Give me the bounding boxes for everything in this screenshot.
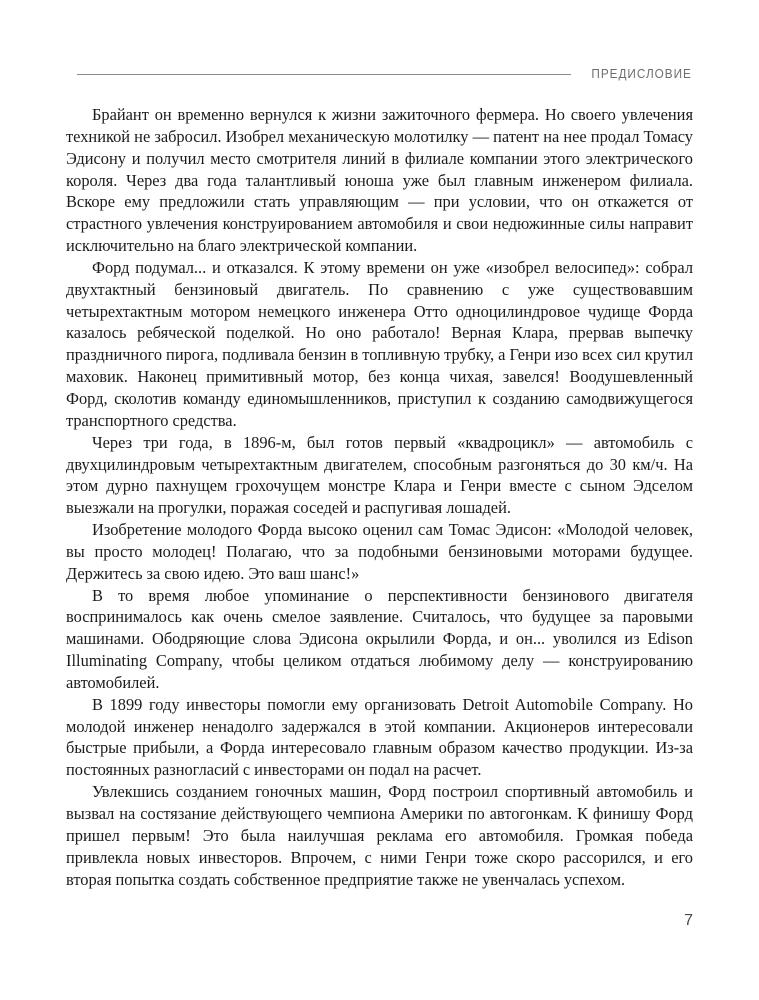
paragraph: В 1899 году инвесторы помогли ему организовать Detroit Automobile Company. Но молодой инженер ненадолго задержался в этой компании. Акционеров интересовали быстрые прибыли, а Форда интересовало главным образом качество продукции. Из-за постоянных разногласий с инвесторами он подал на расчет. (66, 694, 693, 780)
chapter-title: ПРЕДИСЛОВИЕ (591, 66, 692, 81)
paragraph: Увлекшись созданием гоночных машин, Форд построил спортивный автомобиль и вызвал на состязание действующего чемпиона Америки по автогонкам. К финишу Форд пришел первым! Это была наилучшая реклама его автомобиля. Громкая победа привлекла новых инвесторов. Впрочем, с ними Генри тоже скоро рассорился, и его вторая попытка создать собственное предприятие также не увенчалась успехом. (66, 782, 693, 889)
page-number: 7 (684, 912, 693, 929)
header-rule (77, 74, 571, 75)
body-text-column (66, 104, 693, 890)
paragraph: Через три года, в 1896-м, был готов первый «квадроцикл» — автомобиль с двухцилиндровым четырехтактным двигателем, способным разгоняться до 30 км/ч. На этом дурно пахнущем грохочущем монстре Клара и Генри вместе с сыном Эдселом выезжали на прогулки, поражая соседей и распугивая лошадей. (66, 432, 693, 518)
running-head (66, 62, 692, 86)
paragraph: Брайант он временно вернулся к жизни зажиточного фермера. Но своего увлечения техникой не забросил. Изобрел механическую молотилку — патент на нее продал Томасу Эдисону и получил место смотрителя линий в филиале компании этого электрического короля. Через два года талантливый юноша уже был главным инженером филиала. Вскоре ему предложили стать управляющим — при условии, что он откажется от страстного увлечения конструированием автомобиля и свои недюжинные силы направит исключительно на благо электрической компании. (66, 105, 693, 256)
paragraph: Форд подумал... и отказался. К этому времени он уже «изобрел велосипед»: собрал двухтактный бензиновый двигатель. По сравнению с уже существовавшим четырехтактным мотором немецкого инженера Отто одноцилиндровое чудище Форда казалось ребяческой поделкой. Но оно работало! Верная Клара, прервав выпечку праздничного пирога, подливала бензин в топливную трубку, а Генри изо всех сил крутил маховик. Наконец примитивный мотор, без конца чихая, завелся! Воодушевленный Форд, сколотив команду единомышленников, приступил к созданию самодвижущегося транспортного средства. (66, 257, 693, 430)
paragraph: В то время любое упоминание о перспективности бензинового двигателя воспринималось как очень смелое заявление. Считалось, что будущее за паровыми машинами. Ободряющие слова Эдисона окрылили Форда, и он... уволился из Edison Illuminating Company, чтобы целиком отдаться любимому делу — конструированию автомобилей. (66, 585, 693, 692)
paragraph: Изобретение молодого Форда высоко оценил сам Томас Эдисон: «Молодой человек, вы просто молодец! Полагаю, что за подобными бензиновыми моторами будущее. Держитесь за свою идею. Это ваш шанс!» (66, 520, 693, 583)
